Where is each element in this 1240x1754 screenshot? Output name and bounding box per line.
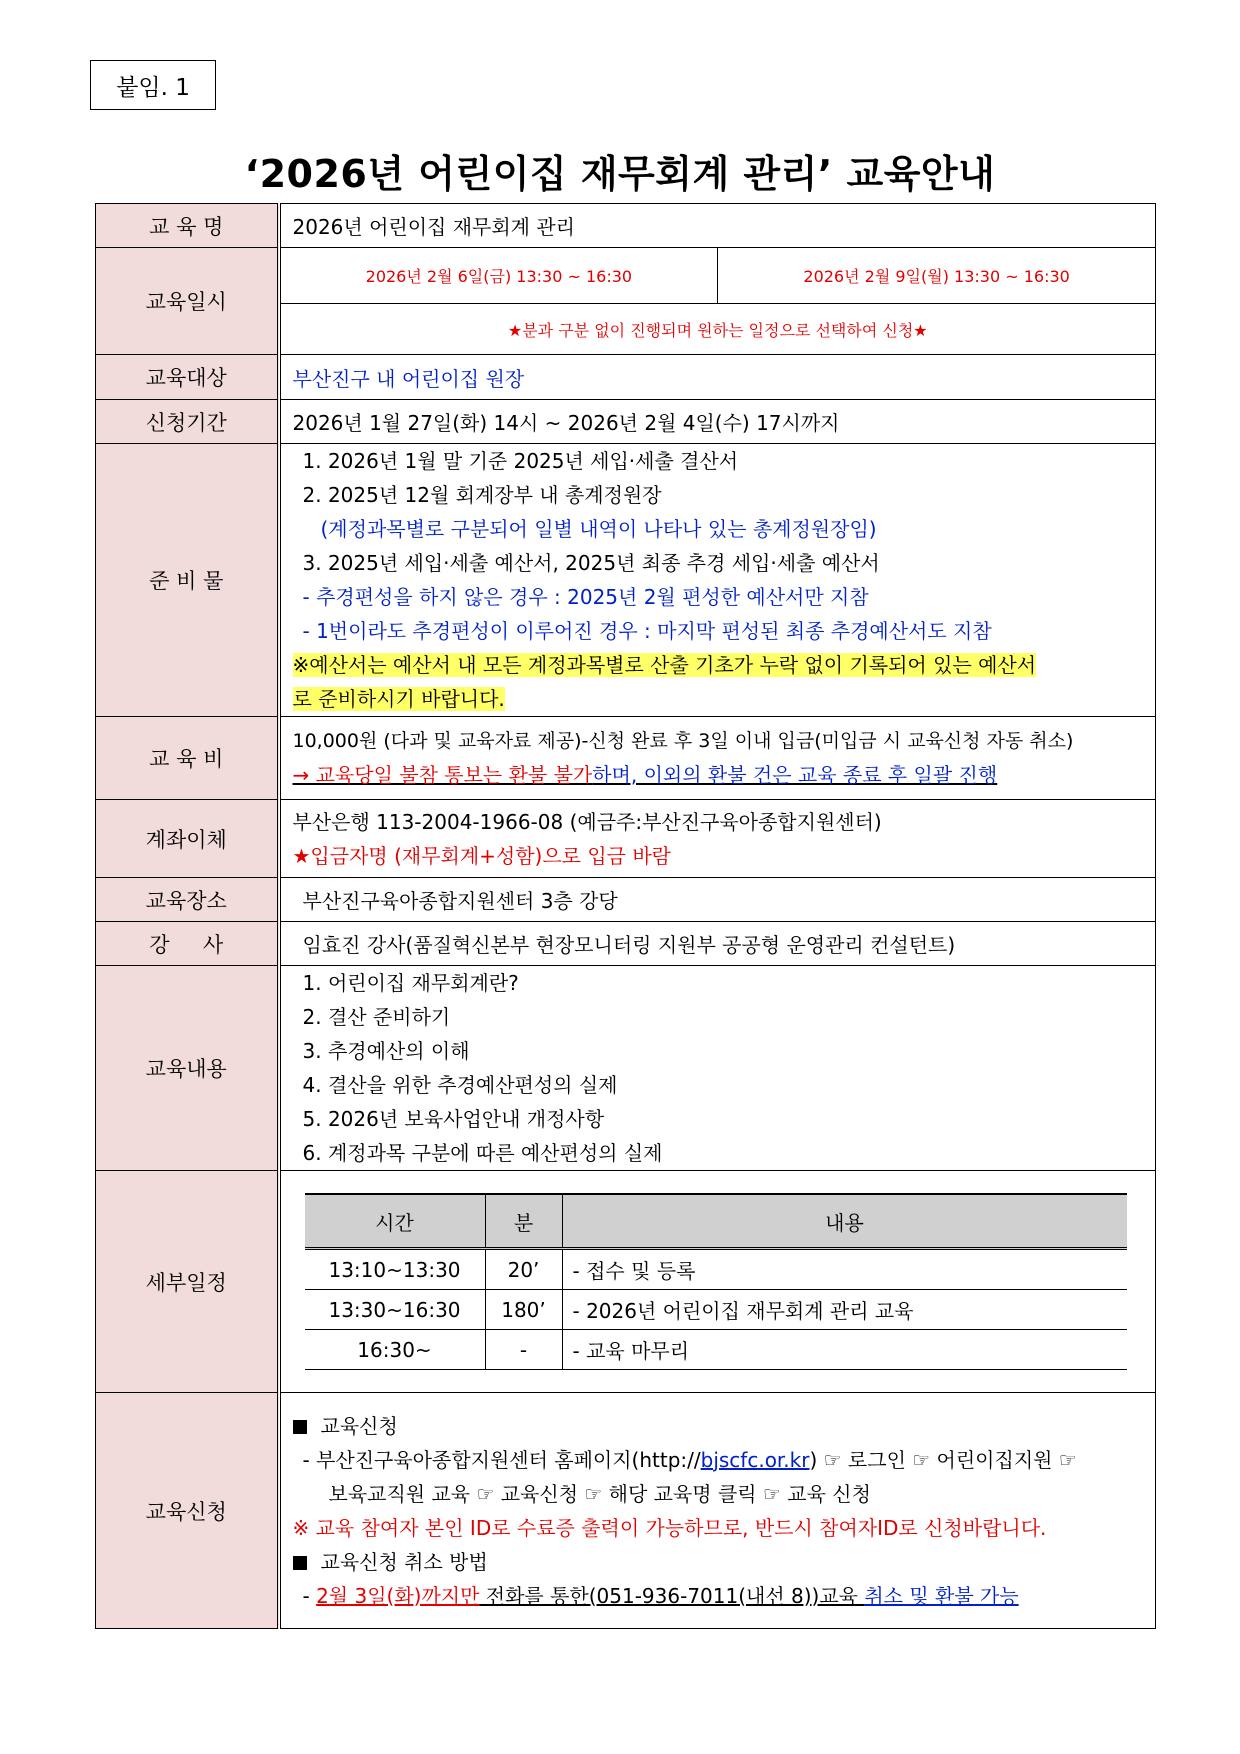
row-target [96, 355, 1156, 400]
label-venue: 교육장소 [96, 878, 279, 922]
content-item: 4. 결산을 위한 추경예산편성의 실제 [302, 1073, 618, 1097]
label-target: 교육대상 [96, 355, 279, 400]
material-2-note: (계정과목별로 구분되어 일별 내역이 나타나 있는 총계정원장임) [320, 517, 877, 541]
row-period [96, 400, 1156, 444]
label-apply: 교육신청 [96, 1393, 279, 1629]
fee-line-1: 10,000원 (다과 및 교육자료 제공)-신청 완료 후 3일 이내 입금(미입금 시 교육신청 자동 취소) [292, 730, 1074, 752]
date-note: ★분과 구분 없이 진행되며 원하는 일정으로 선택하여 신청★ [507, 320, 928, 340]
label-content: 교육내용 [96, 966, 279, 1171]
material-3: 3. 2025년 세입·세출 예산서, 2025년 최종 추경 세입·세출 예산서 [302, 551, 880, 575]
material-3-sub2: - 1번이라도 추경편성이 이루어진 경우 : 마지막 편성된 최종 추경예산서도 지참 [302, 619, 992, 643]
row-materials [96, 444, 1156, 717]
value-venue: 부산진구육아종합지원센터 3층 강당 [279, 878, 1156, 922]
bullet-square-icon [293, 1556, 307, 1570]
schedule-content: - 2026년 어린이집 재무회계 관리 교육 [562, 1290, 1127, 1330]
fee-no-refund: → 교육당일 불참 통보는 환불 불가 [292, 763, 593, 787]
content-item: 1. 어린이집 재무회계란? [302, 971, 519, 995]
cancel-deadline: 2월 3일(화)까지만 [316, 1583, 480, 1608]
homepage-link[interactable]: bjscfc.or.kr [700, 1447, 810, 1472]
row-apply [96, 1393, 1156, 1629]
apply-step-pre: - 부산진구육아종합지원센터 홈페이지(http:// [302, 1447, 701, 1472]
account-depositor-note: ★입금자명 (재무회계+성함)으로 입금 바람 [292, 843, 671, 868]
materials-note-1: ※예산서는 예산서 내 모든 계정과목별로 산출 기초가 누락 없이 기록되어 있는 예산서 [292, 653, 1037, 677]
material-1: 1. 2026년 1월 말 기준 2025년 세입·세출 결산서 [302, 449, 739, 473]
content-item: 5. 2026년 보육사업안내 개정사항 [302, 1107, 605, 1131]
label-materials: 준 비 물 [96, 444, 279, 717]
schedule-minutes: 180’ [485, 1290, 562, 1330]
attachment-label: 붙임. 1 [90, 60, 216, 110]
apply-step-post: ) ☞ 로그인 ☞ 어린이집지원 ☞ [809, 1447, 1077, 1472]
row-instructor [96, 922, 1156, 966]
schedule-time: 13:30~16:30 [305, 1290, 486, 1330]
apply-step-2: 보육교직원 교육 ☞ 교육신청 ☞ 해당 교육명 클릭 ☞ 교육 신청 [328, 1481, 871, 1506]
cancel-refund: 취소 및 환불 가능 [864, 1583, 1019, 1608]
info-table [95, 203, 1156, 1629]
account-number: 부산은행 113-2004-1966-08 (예금주:부산진구육아종합지원센터) [292, 809, 882, 834]
schedule-minutes: - [485, 1330, 562, 1370]
schedule-time: 13:10~13:30 [305, 1249, 486, 1290]
schedule-minutes: 20’ [485, 1249, 562, 1290]
label-name: 교 육 명 [96, 204, 279, 248]
row-venue [96, 878, 1156, 922]
apply-heading: 교육신청 [320, 1413, 398, 1438]
label-instructor: 강 사 [96, 922, 279, 966]
value-instructor: 임효진 강사(품질혁신본부 현장모니터링 지원부 공공형 운영관리 컨설턴트) [279, 922, 1156, 966]
material-2: 2. 2025년 12월 회계장부 내 총계정원장 [302, 483, 662, 507]
bullet-square-icon [293, 1420, 307, 1434]
apply-notice: ※ 교육 참여자 본인 ID로 수료증 출력이 가능하므로, 반드시 참여자ID로 신청바랍니다. [292, 1515, 1047, 1540]
row-dates [96, 248, 1156, 355]
cancel-dash: - [302, 1583, 317, 1608]
label-fee: 교 육 비 [96, 717, 279, 800]
material-3-sub1: - 추경편성을 하지 않은 경우 : 2025년 2월 편성한 예산서만 지참 [302, 585, 869, 609]
schedule-time: 16:30~ [305, 1330, 486, 1370]
page-title: ‘2026년 어린이집 재무회계 관리’ 교육안내 [244, 152, 996, 196]
cancel-heading: 교육신청 취소 방법 [320, 1549, 488, 1574]
schedule-content: - 교육 마무리 [562, 1330, 1127, 1370]
content-item: 6. 계정과목 구분에 따른 예산편성의 실제 [302, 1141, 663, 1165]
table-row [305, 1249, 1127, 1290]
cancel-phone: 전화를 통한(051-936-7011(내선 8))교육 [479, 1583, 865, 1608]
row-name [96, 204, 1156, 248]
row-account [96, 800, 1156, 878]
label-period: 신청기간 [96, 400, 279, 444]
label-dates: 교육일시 [96, 248, 279, 355]
content-item: 2. 결산 준비하기 [302, 1005, 451, 1029]
schedule-header-time: 시간 [305, 1194, 486, 1249]
row-content [96, 966, 1156, 1171]
row-schedule [96, 1171, 1156, 1393]
schedule-table [305, 1193, 1127, 1370]
date-options [281, 248, 1156, 304]
value-name: 2026년 어린이집 재무회계 관리 [279, 204, 1156, 248]
table-row [305, 1330, 1127, 1370]
label-account: 계좌이체 [96, 800, 279, 878]
row-fee [96, 717, 1156, 800]
date-option-1: 2026년 2월 6일(금) 13:30 ~ 16:30 [281, 248, 719, 303]
value-period: 2026년 1월 27일(화) 14시 ~ 2026년 2월 4일(수) 17시까지 [279, 400, 1156, 444]
schedule-header-content: 내용 [562, 1194, 1127, 1249]
schedule-header-minutes: 분 [485, 1194, 562, 1249]
materials-note-2: 로 준비하시기 바랍니다. [292, 687, 505, 711]
label-schedule: 세부일정 [96, 1171, 279, 1393]
date-option-2: 2026년 2월 9일(월) 13:30 ~ 16:30 [803, 267, 1070, 286]
fee-refund-note: 하며, 이외의 환불 건은 교육 종료 후 일괄 진행 [592, 763, 998, 787]
content-item: 3. 추경예산의 이해 [302, 1039, 470, 1063]
table-row [305, 1290, 1127, 1330]
value-target: 부산진구 내 어린이집 원장 [279, 355, 1156, 400]
schedule-content: - 접수 및 등록 [562, 1249, 1127, 1290]
